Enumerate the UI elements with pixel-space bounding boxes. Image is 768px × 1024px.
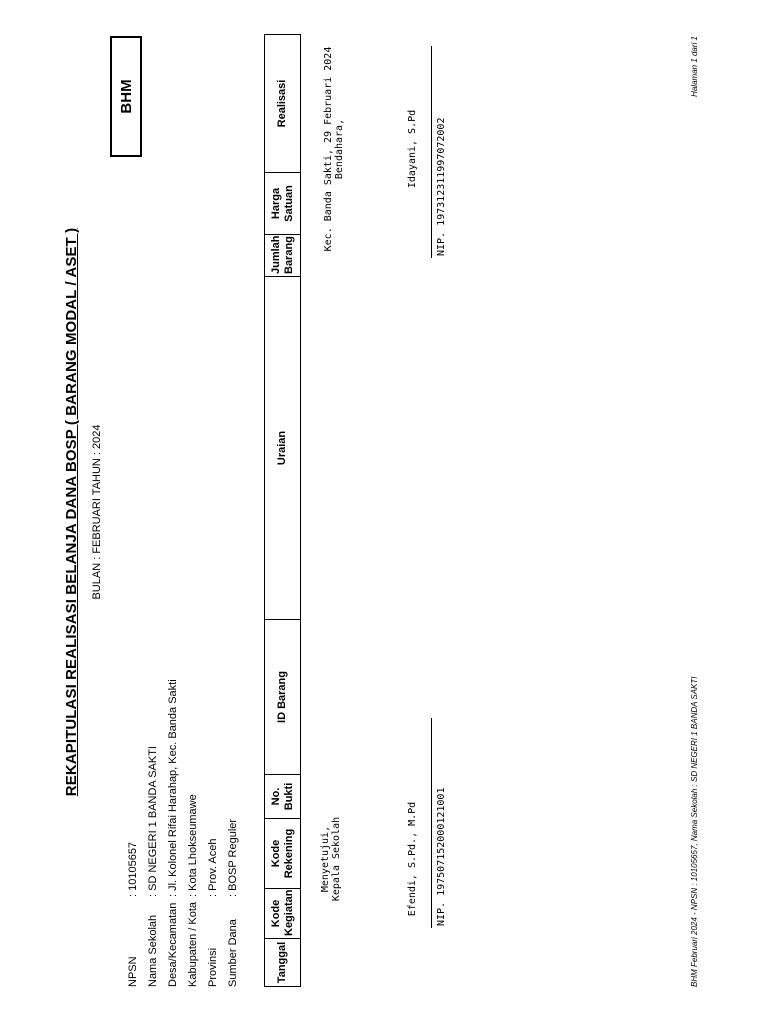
treasurer-title: Bendahara,: [334, 118, 345, 180]
document-code-box: [110, 36, 142, 157]
treasurer-name: Idayani, S.Pd: [407, 109, 418, 189]
footer-text: BHM Februari 2024 - NPSN : 10105657, Nama Sekolah : SD NEGERI 1 BANDA SAKTI: [690, 676, 699, 987]
info-value: : Jl. Kolonel Rifai Harahap, Kec. Banda Sakti: [167, 679, 179, 897]
info-label: Provinsi: [207, 947, 219, 987]
signature-line-right: [431, 46, 432, 258]
col-header-harga-satuan: Harga Satuan: [265, 173, 301, 235]
principal-name: Efendi, S.Pd., M.Pd: [407, 801, 418, 917]
info-label: Nama Sekolah: [147, 914, 159, 987]
approval-label: Menyetujui,: [320, 825, 331, 893]
document-code: BHM: [117, 79, 135, 114]
info-value: : Kota Lhokseumawe: [187, 794, 199, 897]
col-header-realisasi: Realisasi: [265, 35, 301, 173]
col-header-kode-rekening: Kode Rekening: [265, 819, 301, 889]
info-value: : BOSP Reguler: [227, 818, 239, 897]
col-header-uraian: Uraian: [265, 277, 301, 620]
table-header-row: [265, 35, 301, 987]
info-label: Kabupaten / Kota: [187, 901, 199, 987]
principal-title: Kepala Sekolah: [331, 816, 342, 902]
document-title: REKAPITULASI REALISASI BELANJA DANA BOSP ( BARANG MODAL / ASET ): [63, 227, 80, 797]
treasurer-nip: NIP. 197312311997072002: [436, 117, 447, 256]
page-number: Halaman 1 dari 1: [690, 36, 699, 97]
document-subtitle: BULAN : FEBRUARI TAHUN : 2024: [91, 424, 103, 600]
col-header-id-barang: ID Barang: [265, 620, 301, 775]
col-header-kode-kegiatan: Kode Kegiatan: [265, 889, 301, 939]
place-date: Kec. Banda Sakti, 29 Februari 2024: [323, 46, 334, 252]
principal-nip: NIP. 197507152000121001: [436, 787, 447, 926]
info-value: : SD NEGERI 1 BANDA SAKTI: [147, 746, 159, 897]
info-value: : Prov. Aceh: [207, 838, 219, 897]
col-header-no-bukti: No. Bukti: [265, 775, 301, 819]
info-label: Desa/Kecamatan: [167, 902, 179, 987]
info-label: Sumber Dana: [227, 919, 239, 987]
col-header-tanggal: Tanggal: [265, 939, 301, 987]
info-label: NPSN: [127, 956, 139, 987]
info-value: : 10105657: [127, 841, 139, 897]
signature-line-left: [431, 718, 432, 928]
col-header-jumlah-barang: Jumlah Barang: [265, 235, 301, 277]
realization-table: [264, 34, 301, 987]
